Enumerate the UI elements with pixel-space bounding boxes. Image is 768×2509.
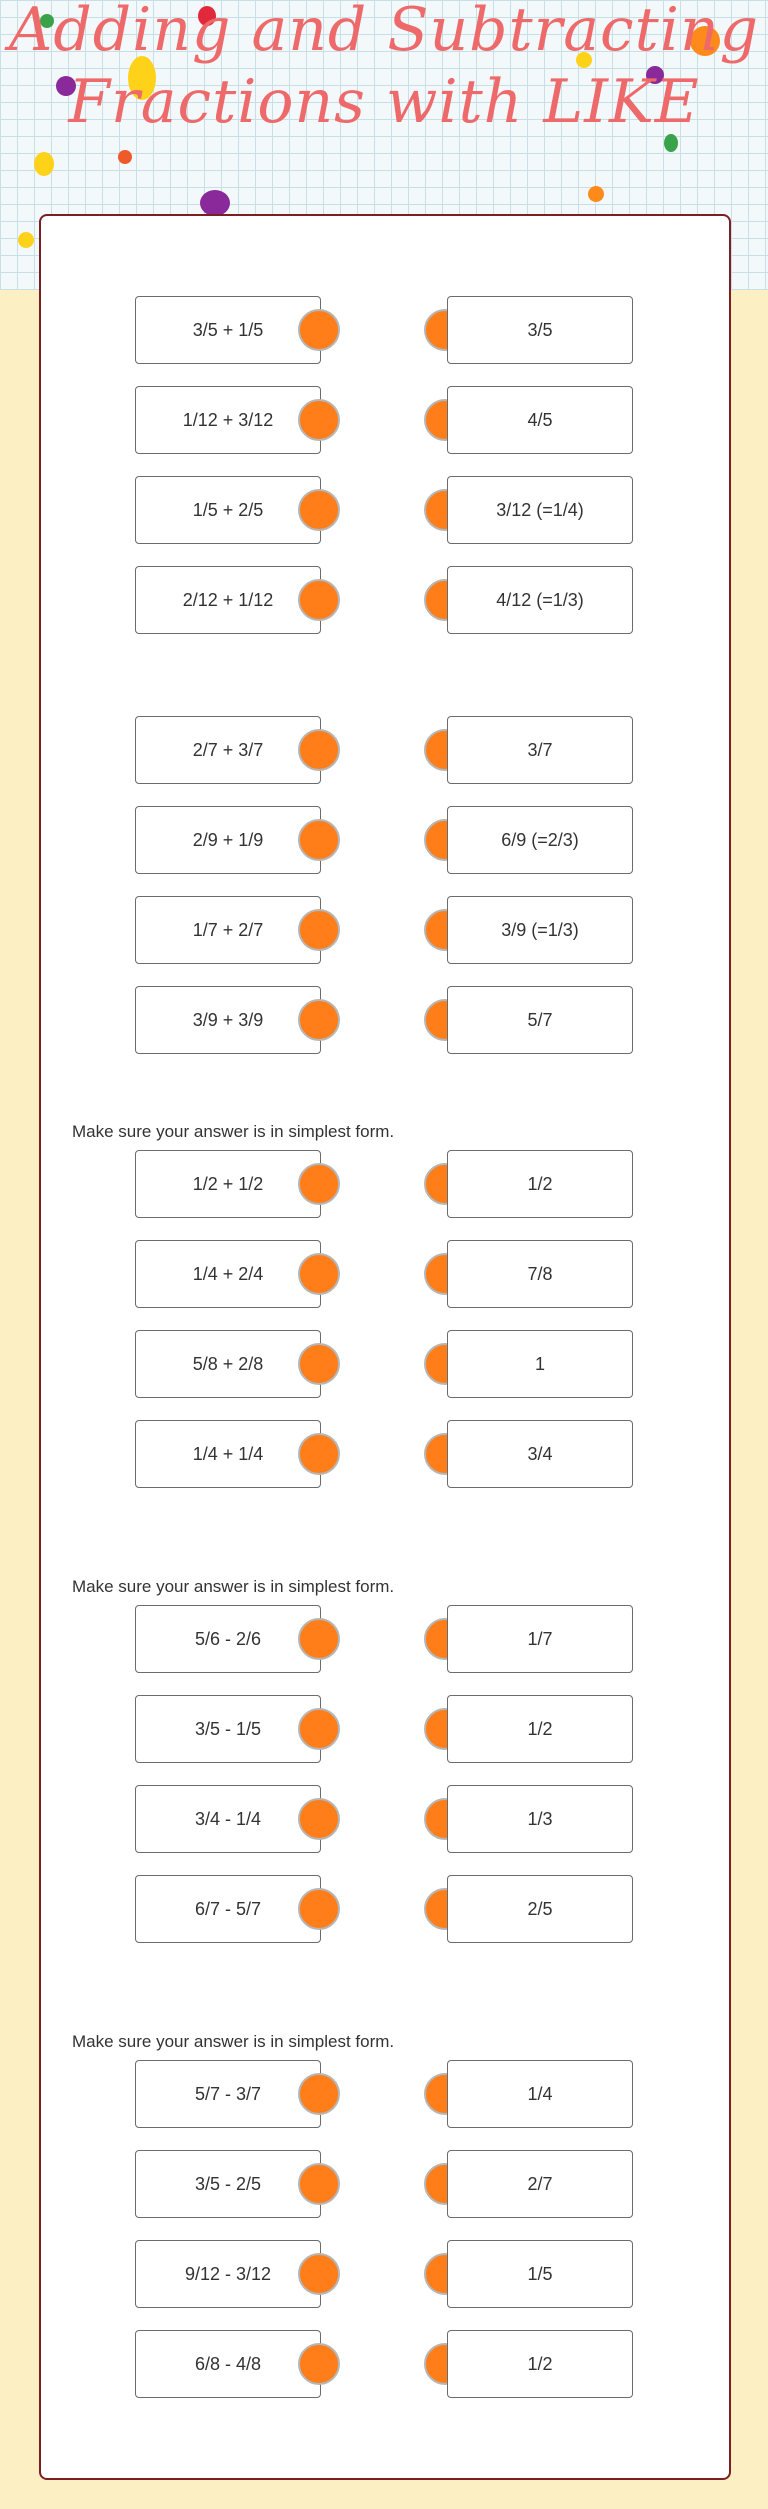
question-card[interactable]: 3/5 - 1/5 [135, 1695, 321, 1763]
answer-card[interactable]: 1 [447, 1330, 633, 1398]
paint-splat [18, 232, 34, 248]
paint-splat [200, 190, 230, 216]
question-card[interactable]: 2/12 + 1/12 [135, 566, 321, 634]
question-card[interactable]: 2/9 + 1/9 [135, 806, 321, 874]
answer-card[interactable]: 1/2 [447, 2330, 633, 2398]
question-connector-dot[interactable] [298, 579, 340, 621]
question-connector-dot[interactable] [298, 1343, 340, 1385]
question-card[interactable]: 1/2 + 1/2 [135, 1150, 321, 1218]
answer-card[interactable]: 4/12 (=1/3) [447, 566, 633, 634]
answer-card[interactable]: 3/4 [447, 1420, 633, 1488]
answer-card[interactable]: 6/9 (=2/3) [447, 806, 633, 874]
question-connector-dot[interactable] [298, 309, 340, 351]
answer-card[interactable]: 1/3 [447, 1785, 633, 1853]
answer-card[interactable]: 1/5 [447, 2240, 633, 2308]
question-card[interactable]: 6/8 - 4/8 [135, 2330, 321, 2398]
answer-card[interactable]: 1/7 [447, 1605, 633, 1673]
answer-card[interactable]: 7/8 [447, 1240, 633, 1308]
answer-card[interactable]: 1/2 [447, 1695, 633, 1763]
question-card[interactable]: 2/7 + 3/7 [135, 716, 321, 784]
answer-card[interactable]: 5/7 [447, 986, 633, 1054]
question-connector-dot[interactable] [298, 1618, 340, 1660]
question-card[interactable]: 1/4 + 1/4 [135, 1420, 321, 1488]
question-card[interactable]: 5/7 - 3/7 [135, 2060, 321, 2128]
question-connector-dot[interactable] [298, 1163, 340, 1205]
question-card[interactable]: 1/12 + 3/12 [135, 386, 321, 454]
question-connector-dot[interactable] [298, 1798, 340, 1840]
answer-card[interactable]: 3/12 (=1/4) [447, 476, 633, 544]
answer-card[interactable]: 3/7 [447, 716, 633, 784]
paint-splat [588, 186, 604, 202]
question-connector-dot[interactable] [298, 2253, 340, 2295]
question-connector-dot[interactable] [298, 819, 340, 861]
question-connector-dot[interactable] [298, 2163, 340, 2205]
question-connector-dot[interactable] [298, 909, 340, 951]
instruction-text: Make sure your answer is in simplest form. [72, 1577, 395, 1596]
answer-card[interactable]: 4/5 [447, 386, 633, 454]
answer-card[interactable]: 1/2 [447, 1150, 633, 1218]
question-connector-dot[interactable] [298, 399, 340, 441]
answer-card[interactable]: 1/4 [447, 2060, 633, 2128]
question-card[interactable]: 5/6 - 2/6 [135, 1605, 321, 1673]
page-title: Adding and Subtracting Fractions with LIKE [8, 0, 760, 137]
paint-splat [34, 152, 54, 176]
question-connector-dot[interactable] [298, 1708, 340, 1750]
answer-card[interactable]: 2/7 [447, 2150, 633, 2218]
question-connector-dot[interactable] [298, 729, 340, 771]
question-card[interactable]: 1/4 + 2/4 [135, 1240, 321, 1308]
worksheet-card [39, 214, 731, 2480]
answer-card[interactable]: 3/9 (=1/3) [447, 896, 633, 964]
question-connector-dot[interactable] [298, 2343, 340, 2385]
question-card[interactable]: 5/8 + 2/8 [135, 1330, 321, 1398]
question-connector-dot[interactable] [298, 1253, 340, 1295]
question-connector-dot[interactable] [298, 1433, 340, 1475]
instruction-text: Make sure your answer is in simplest form. [72, 1122, 395, 1141]
question-connector-dot[interactable] [298, 2073, 340, 2115]
question-card[interactable]: 3/9 + 3/9 [135, 986, 321, 1054]
question-card[interactable]: 1/7 + 2/7 [135, 896, 321, 964]
question-connector-dot[interactable] [298, 999, 340, 1041]
question-card[interactable]: 6/7 - 5/7 [135, 1875, 321, 1943]
question-card[interactable]: 3/5 + 1/5 [135, 296, 321, 364]
answer-card[interactable]: 2/5 [447, 1875, 633, 1943]
question-card[interactable]: 3/5 - 2/5 [135, 2150, 321, 2218]
paint-splat [118, 150, 132, 164]
question-connector-dot[interactable] [298, 1888, 340, 1930]
question-card[interactable]: 9/12 - 3/12 [135, 2240, 321, 2308]
instruction-text: Make sure your answer is in simplest form. [72, 2032, 395, 2051]
answer-card[interactable]: 3/5 [447, 296, 633, 364]
question-card[interactable]: 3/4 - 1/4 [135, 1785, 321, 1853]
question-card[interactable]: 1/5 + 2/5 [135, 476, 321, 544]
question-connector-dot[interactable] [298, 489, 340, 531]
